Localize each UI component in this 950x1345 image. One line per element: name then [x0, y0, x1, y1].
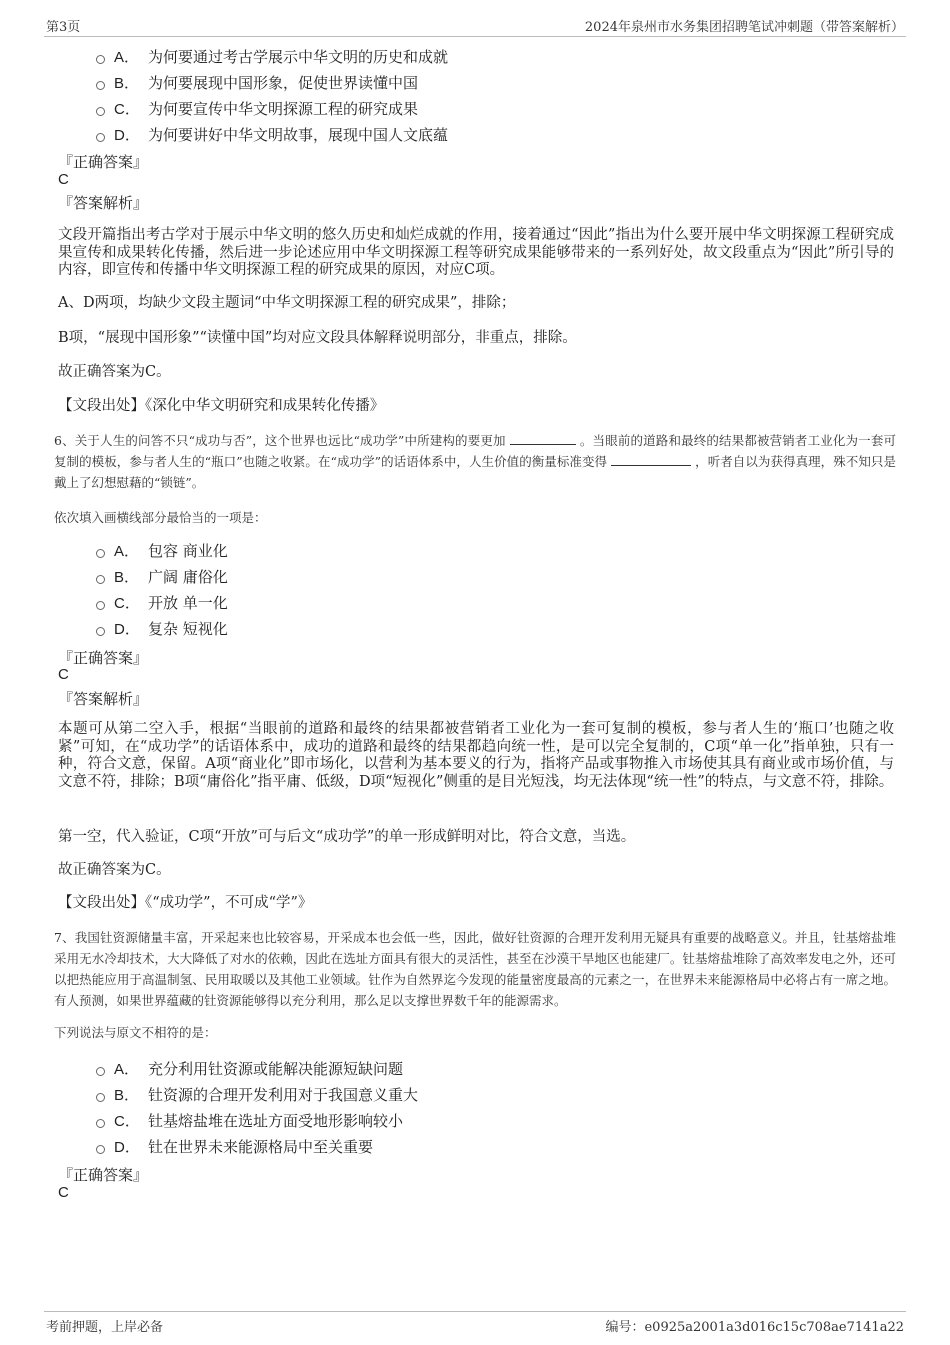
q5-option-d[interactable]: D． 为何要讲好中华文明故事，展现中国人文底蕴: [96, 123, 448, 145]
radio-icon[interactable]: [96, 627, 105, 636]
q5-option-b[interactable]: B． 为何要展现中国形象，促使世界读懂中国: [96, 71, 418, 93]
radio-icon[interactable]: [96, 81, 105, 90]
q5-answer: C: [58, 171, 69, 188]
document-title: 2024年泉州市水务集团招聘笔试冲刺题（带答案解析）: [584, 20, 904, 35]
q7-answer: C: [58, 1184, 69, 1201]
q6-analysis-label: 『答案解析』: [58, 690, 149, 708]
q6-option-d[interactable]: D． 复杂 短视化: [96, 617, 228, 639]
page-header: [44, 14, 906, 37]
q5-analysis-paragraph: 文段开篇指出考古学对于展示中华文明的悠久历史和灿烂成就的作用，接着通过“因此”指出为什么要开展中华文明探源工程研究成果宣传和成果转化传播，然后进一步论述应用中华文明探源工程等研究成果能够带来的一系列好处，故文段重点为“因此”所引导的内容，即宣传和传播中华文明探源工程的研究成果的原因，对应C项。: [58, 227, 894, 278]
q5-analysis-label: 『答案解析』: [58, 194, 149, 212]
q6-analysis-paragraph: 本题可从第二空入手，根据“当眼前的道路和最终的结果都被营销者工业化为一套可复制的模板，参与者人生的‘瓶口’也随之收紧”可知，在“成功学”的话语体系中，成功的道路和最终的结果都趋向统一性，是可以完全复制的，C项“单一化”指单独，只有一种，符合文意，保留。A项“商业化”即市场化，以营利为基本要义的行为，指将产品或事物推入市场使其具有商业或市场价值，与文意不符，排除；B项“庸俗化”指平庸、低级，D项“短视化”侧重的是目光短浅，均无法体现“统一性”的特点，与文意不符，排除。: [58, 721, 894, 790]
q6-conclusion: 故正确答案为C。: [58, 862, 171, 878]
q5-option-c[interactable]: C． 为何要宣传中华文明探源工程的研究成果: [96, 97, 418, 119]
page-footer: [44, 1311, 906, 1335]
q5-conclusion: 故正确答案为C。: [58, 364, 171, 380]
radio-icon[interactable]: [96, 1067, 105, 1076]
page-number: 第3页: [46, 20, 81, 35]
q6-option-b[interactable]: B． 广阔 庸俗化: [96, 565, 228, 587]
q6-option-a[interactable]: A． 包容 商业化: [96, 539, 228, 561]
q6-option-c[interactable]: C． 开放 单一化: [96, 591, 228, 613]
q7-stem: 7、我国钍资源储量丰富，开采起来也比较容易，开采成本也会低一些，因此，做好钍资源的合理开发利用无疑具有重要的战略意义。并且，钍基熔盐堆采用无水冷却技术，大大降低了对水的依赖，因此在选址方面具有很大的灵活性，甚至在沙漠干旱地区也能建厂。钍基熔盐堆除了高效率发电之外，还可以把热能应用于高温制氢、民用取暖以及其他工业领域。钍作为自然界迄今发现的能量密度最高的元素之一，在世界未来能源格局中必将占有一席之地。有人预测，如果世界蕴藏的钍资源能够得以充分利用，那么足以支撑世界数千年的能源需求。: [54, 930, 896, 1008]
q6-instruction: 依次填入画横线部分最恰当的一项是：: [54, 510, 267, 525]
radio-icon[interactable]: [96, 601, 105, 610]
document-id: 编号：e0925a2001a3d016c15c708ae7141a22: [605, 1320, 904, 1335]
radio-icon[interactable]: [96, 107, 105, 116]
radio-icon[interactable]: [96, 549, 105, 558]
q6-source: 【文段出处】《“成功学”，不可成“学”》: [58, 895, 313, 911]
radio-icon[interactable]: [96, 575, 105, 584]
radio-icon[interactable]: [96, 1093, 105, 1102]
q6-analysis-paragraph: 第一空，代入验证，C项“开放”可与后文“成功学”的单一形成鲜明对比，符合文意，当选。: [58, 829, 636, 845]
q7-instruction: 下列说法与原文不相符的是：: [54, 1025, 217, 1040]
q7-answer-label: 『正确答案』: [58, 1166, 149, 1184]
q7-option-d[interactable]: D． 钍在世界未来能源格局中至关重要: [96, 1135, 373, 1157]
q7-option-a[interactable]: A． 充分利用钍资源或能解决能源短缺问题: [96, 1057, 403, 1079]
q5-answer-label: 『正确答案』: [58, 153, 149, 171]
q5-analysis-paragraph: A、D两项，均缺少文段主题词“中华文明探源工程的研究成果”，排除；: [58, 295, 516, 311]
radio-icon[interactable]: [96, 133, 105, 142]
q7-option-c[interactable]: C． 钍基熔盐堆在选址方面受地形影响较小: [96, 1109, 403, 1131]
blank-1: [510, 432, 576, 445]
footer-slogan: 考前押题，上岸必备: [46, 1320, 164, 1335]
q5-source: 【文段出处】《深化中华文明研究和成果转化传播》: [58, 398, 385, 414]
radio-icon[interactable]: [96, 1145, 105, 1154]
radio-icon[interactable]: [96, 55, 105, 64]
q5-option-a[interactable]: A． 为何要通过考古学展示中华文明的历史和成就: [96, 45, 448, 67]
q6-stem: 6、关于人生的问答不只“成功与否”，这个世界也远比“成功学”中所建构的要更加 。当眼前的道路和最终的结果都被营销者工业化为一套可复制的模板，参与者人生的“瓶口”也随之收紧。在“成功学”的话语体系中，人生价值的衡量标准变得 ，听者自以为获得真理，殊不知只是戴上了幻想慰藉的“锁链”。: [54, 433, 896, 490]
q6-answer-label: 『正确答案』: [58, 649, 149, 667]
radio-icon[interactable]: [96, 1119, 105, 1128]
q5-analysis-paragraph: B项，“展现中国形象”“读懂中国”均对应文段具体解释说明部分，非重点，排除。: [58, 330, 577, 346]
q7-option-b[interactable]: B． 钍资源的合理开发利用对于我国意义重大: [96, 1083, 418, 1105]
q6-answer: C: [58, 666, 69, 683]
blank-2: [611, 453, 691, 466]
